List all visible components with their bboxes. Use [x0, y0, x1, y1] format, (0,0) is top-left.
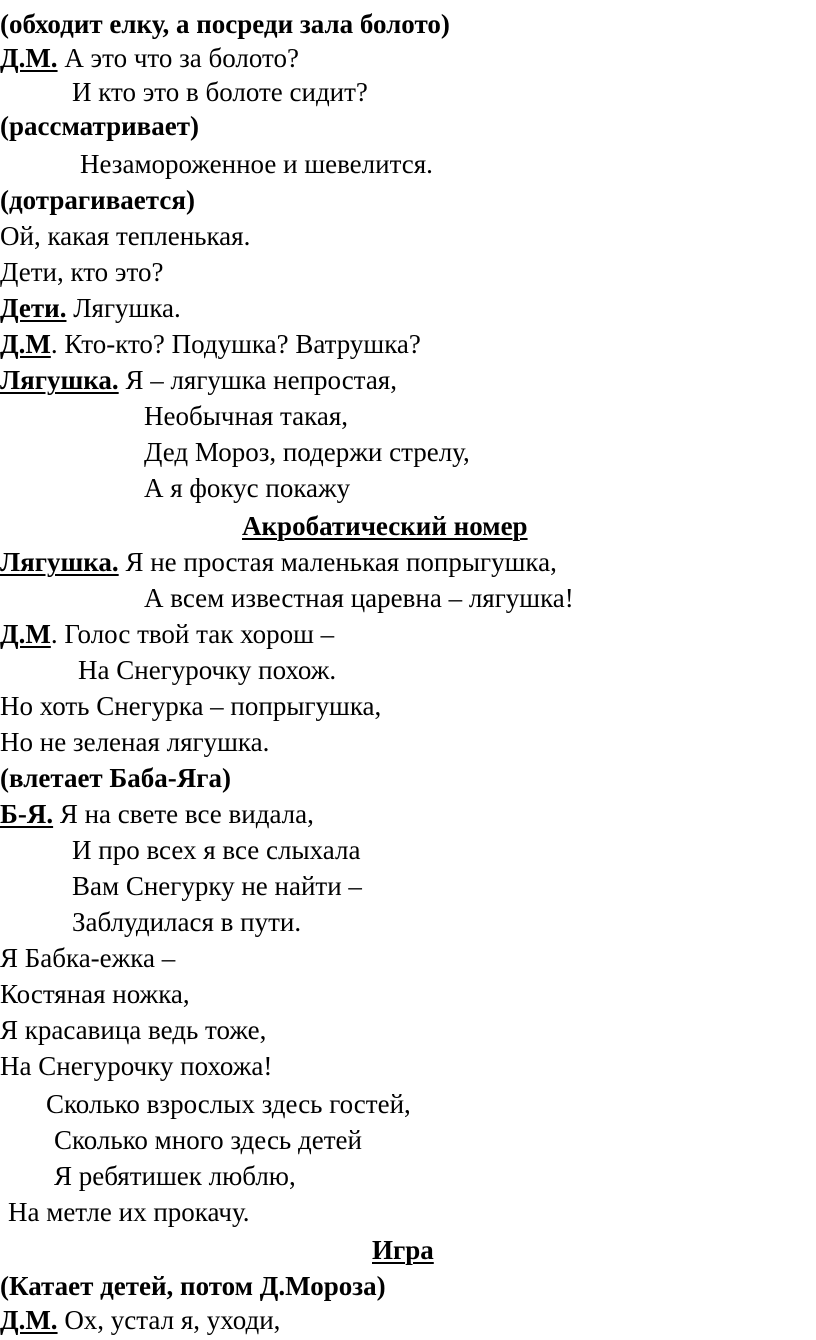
line-text: Ой, какая тепленькая. [0, 221, 251, 251]
dialogue-line [0, 328, 421, 360]
line-text: (рассматривает) [0, 111, 199, 141]
stage-direction-touches [0, 184, 195, 216]
section-heading-acrobatics [242, 510, 528, 542]
line-text: Заблудилася в пути. [72, 907, 302, 937]
line-text: Дети, кто это? [0, 257, 164, 287]
verse-line [78, 654, 336, 686]
dialogue-line [0, 42, 299, 74]
line-text: Акробатический номер [242, 511, 528, 541]
line-text: Я красавица ведь тоже, [0, 1015, 267, 1045]
verse-line [72, 870, 362, 902]
line-text: Сколько взрослых здесь гостей, [46, 1089, 411, 1119]
verse-line [144, 472, 350, 504]
verse-line [46, 1088, 411, 1120]
dialogue-line [0, 364, 397, 396]
line-text: А всем известная царевна – лягушка! [144, 583, 574, 613]
line-text: Незамороженное и шевелится. [80, 149, 433, 179]
section-heading-game [372, 1234, 434, 1266]
verse-line [80, 148, 433, 180]
line-text: Костяная ножка, [0, 979, 190, 1009]
verse-line [0, 726, 269, 758]
stage-direction-baba-yaga-flies-in [0, 762, 231, 794]
dialogue-line [0, 546, 557, 578]
line-text: (дотрагивается) [0, 185, 195, 215]
line-text: . Кто-кто? Подушка? Ватрушка? [50, 329, 421, 359]
line-text: Игра [372, 1235, 434, 1265]
verse-line [0, 220, 250, 252]
verse-line [72, 76, 368, 108]
stage-direction-walks-around-tree [0, 8, 450, 40]
verse-line [72, 834, 360, 866]
line-text: И про всех я все слыхала [72, 835, 361, 865]
speaker-label: Д.М [0, 329, 51, 359]
speaker-label: Д.М. [0, 1305, 58, 1335]
verse-line [0, 1050, 272, 1082]
dialogue-line [0, 798, 314, 830]
stage-direction-rides-children [0, 1270, 386, 1302]
speaker-label: Д.М. [0, 43, 58, 73]
speaker-label: Д.М [0, 619, 51, 649]
line-text: А это что за болото? [57, 43, 299, 73]
line-text: На Снегурочку похож. [78, 655, 337, 685]
line-text: Лягушка. [66, 293, 181, 323]
line-text: Но не зеленая лягушка. [0, 727, 270, 757]
speaker-label: Лягушка. [0, 547, 119, 577]
verse-line [54, 1160, 296, 1192]
verse-line [72, 906, 301, 938]
verse-line [0, 942, 175, 974]
line-text: . Голос твой так хорош – [50, 619, 335, 649]
verse-line [0, 978, 190, 1010]
line-text: Дед Мороз, подержи стрелу, [144, 437, 470, 467]
line-text: (обходит елку, а посреди зала болото) [0, 9, 450, 39]
verse-line [0, 690, 381, 722]
line-text: Я – лягушка непростая, [118, 365, 397, 395]
dialogue-line [0, 1304, 280, 1336]
verse-line [0, 1014, 266, 1046]
line-text: Я ребятишек люблю, [54, 1161, 296, 1191]
line-text: Я Бабка-ежка – [0, 943, 176, 973]
verse-line [144, 436, 470, 468]
line-text: Но хоть Снегурка – попрыгушка, [0, 691, 382, 721]
dialogue-line [0, 618, 334, 650]
line-text: И кто это в болоте сидит? [72, 77, 368, 107]
verse-line [144, 582, 574, 614]
line-text: Необычная такая, [144, 401, 349, 431]
verse-line [144, 400, 348, 432]
line-text: (влетает Баба-Яга) [0, 763, 232, 793]
verse-line [8, 1196, 250, 1228]
speaker-label: Б-Я. [0, 799, 54, 829]
speaker-label: Лягушка. [0, 365, 119, 395]
speaker-label: Дети. [0, 293, 67, 323]
line-text: На Снегурочку похожа! [0, 1051, 273, 1081]
line-text: Вам Снегурку не найти – [72, 871, 362, 901]
line-text: На метле их прокачу. [8, 1197, 250, 1227]
stage-direction-looks [0, 110, 199, 142]
line-text: А я фокус покажу [144, 473, 351, 503]
line-text: Сколько много здесь детей [54, 1125, 362, 1155]
line-text: (Катает детей, потом Д.Мороза) [0, 1271, 386, 1301]
dialogue-line [0, 292, 181, 324]
line-text: Я не простая маленькая попрыгушка, [118, 547, 557, 577]
line-text: Ох, устал я, уходи, [57, 1305, 281, 1335]
verse-line [0, 256, 163, 288]
line-text: Я на свете все видала, [53, 799, 314, 829]
verse-line [54, 1124, 362, 1156]
